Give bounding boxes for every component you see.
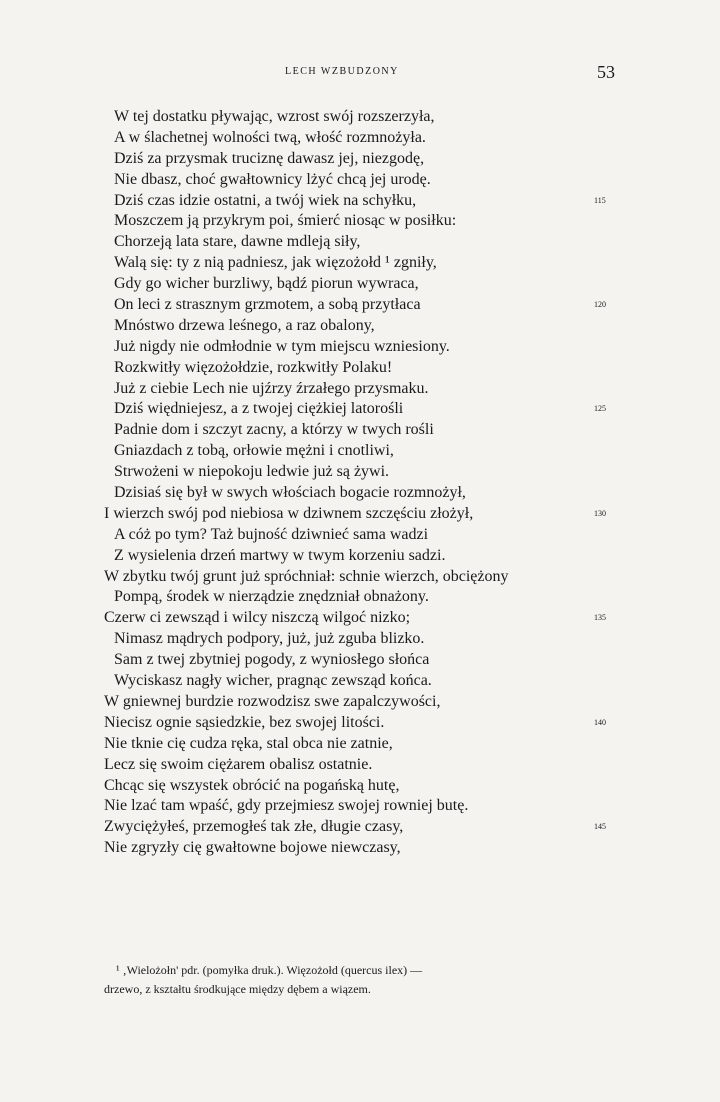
poem-line bbox=[104, 629, 574, 650]
poem-line bbox=[104, 149, 574, 170]
line-number: 130 bbox=[594, 508, 606, 518]
poem-line-text: Padnie dom i szczyt zacny, a którzy w twych rośli bbox=[114, 421, 434, 439]
line-number: 115 bbox=[594, 195, 606, 205]
poem-line bbox=[104, 671, 574, 692]
poem-line bbox=[104, 546, 574, 567]
poem-line bbox=[104, 316, 574, 337]
poem-line bbox=[104, 776, 574, 797]
poem-line bbox=[104, 755, 574, 776]
poem-line-text: W zbytku twój grunt już spróchniał: schnie wierzch, obciężony bbox=[104, 567, 509, 585]
poem-line bbox=[104, 504, 606, 525]
poem-line-text: Gniazdach z tobą, orłowie mężni i cnotliwi, bbox=[114, 442, 394, 460]
page-number: 53 bbox=[597, 62, 615, 82]
poem-line bbox=[104, 211, 574, 232]
poem-line bbox=[104, 483, 574, 504]
poem-line-text: Zwyciężyłeś, przemogłeś tak złe, długie czasy, bbox=[104, 818, 404, 836]
poem-line-text: Moszczem ją przykrym poi, śmierć niosąc w posiłku: bbox=[114, 212, 457, 230]
line-number: 125 bbox=[594, 404, 606, 414]
poem-line bbox=[104, 191, 606, 212]
poem-line bbox=[104, 650, 574, 671]
poem-line bbox=[104, 692, 574, 713]
poem-line bbox=[104, 587, 574, 608]
poem-line-text: Strwożeni w niepokoju ledwie już są żywi. bbox=[114, 463, 390, 481]
poem-line-text: Mnóstwo drzewa leśnego, a raz obalony, bbox=[114, 316, 375, 334]
poem-line bbox=[104, 399, 606, 420]
poem-line-text: Lecz się swoim ciężarem obalisz ostatnie. bbox=[104, 755, 373, 773]
poem-line bbox=[104, 379, 574, 400]
poem-line-text: Już z ciebie Lech nie ujźrzy źrzałego przysmaku. bbox=[114, 379, 429, 397]
poem-line-text: Czerw ci zewsząd i wilcy niszczą wilgoć nizko; bbox=[104, 609, 411, 627]
running-head: LECH WZBUDZONY bbox=[285, 66, 399, 77]
poem-line bbox=[104, 462, 574, 483]
poem-line-text: Sam z twej zbytniej pogody, z wyniosłego słońca bbox=[114, 651, 430, 669]
poem-line-text: I wierzch swój pod niebiosa w dziwnem szczęściu złożył, bbox=[104, 504, 474, 522]
poem-line-text: Chcąc się wszystek obrócić na pogańską hutę, bbox=[104, 776, 400, 794]
poem-line bbox=[104, 441, 574, 462]
poem-line-text: Nie lzać tam wpaść, gdy przejmiesz swojej rowniej butę. bbox=[104, 797, 469, 815]
poem-line-text: A w ślachetnej wolności twą, włość rozmnożyła. bbox=[114, 128, 426, 146]
poem-line-text: W tej dostatku pływając, wzrost swój rozszerzyła, bbox=[114, 108, 435, 125]
poem-line-text: On leci z strasznym grzmotem, a sobą przytłaca bbox=[114, 296, 421, 314]
poem-line-text: Z wysielenia drzeń martwy w twym korzeniu sadzi. bbox=[114, 546, 446, 564]
poem-line-text: Gdy go wicher burzliwy, bądź piorun wywraca, bbox=[114, 275, 419, 293]
poem-line-text: Nie dbasz, choć gwałtownicy lżyć chcą jej urodę. bbox=[114, 170, 431, 188]
poem-line bbox=[104, 337, 574, 358]
poem-line-text: Niecisz ognie sąsiedzkie, bez swojej litości. bbox=[104, 713, 385, 731]
poem-line bbox=[104, 608, 606, 629]
poem-line bbox=[104, 796, 574, 817]
poem-line bbox=[104, 838, 574, 859]
poem-line bbox=[104, 817, 606, 838]
line-number: 140 bbox=[594, 717, 606, 727]
poem-line bbox=[104, 107, 574, 128]
poem-line bbox=[104, 525, 574, 546]
poem-line-text: Dziś więdniejesz, a z twojej ciężkiej latorośli bbox=[114, 400, 404, 418]
poem-line bbox=[104, 232, 574, 253]
poem-line bbox=[104, 713, 606, 734]
poem-line bbox=[104, 170, 574, 191]
poem-line bbox=[104, 295, 606, 316]
poem-line bbox=[104, 358, 574, 379]
poem-line bbox=[104, 734, 574, 755]
poem-line-text: Nimasz mądrych podpory, już, już zguba blizko. bbox=[114, 630, 425, 648]
poem-line-text: Nie tknie cię cudza ręka, stal obca nie zatnie, bbox=[104, 734, 393, 752]
line-number: 145 bbox=[594, 822, 606, 832]
poem-line-text: Pompą, środek w nierządzie znędzniał obnażony. bbox=[114, 588, 429, 606]
poem-line-text: Już nigdy nie odmłodnie w tym miejscu wzniesiony. bbox=[114, 337, 450, 355]
footnote bbox=[104, 961, 624, 999]
poem-line bbox=[104, 128, 574, 149]
line-number: 135 bbox=[594, 613, 606, 623]
poem-line-text: Chorzeją lata stare, dawne mdleją siły, bbox=[114, 233, 361, 251]
poem-line-text: Dzisiaś się był w swych włościach bogacie rozmnożył, bbox=[114, 484, 466, 502]
poem-line-text: Dziś za przysmak truciznę dawasz jej, niezgodę, bbox=[114, 149, 425, 167]
footnote-line: ¹ ‚Wielożołn' pdr. (pomyłka druk.). Więzożołd (quercus ilex) — bbox=[116, 963, 423, 977]
poem-line bbox=[104, 567, 574, 588]
poem-line bbox=[104, 420, 574, 441]
poem-line-text: Wyciskasz nagły wicher, pragnąc zewsząd końca. bbox=[114, 672, 432, 690]
poem-line bbox=[104, 253, 574, 274]
poem-body bbox=[104, 107, 606, 859]
poem-line bbox=[104, 274, 574, 295]
poem-line-text: Walą się: ty z nią padniesz, jak więzożołd ¹ zgniły, bbox=[114, 254, 437, 272]
poem-line-text: Nie zgryzły cię gwałtowne bojowe niewczasy, bbox=[104, 839, 401, 857]
poem-line-text: Dziś czas idzie ostatni, a twój wiek na schyłku, bbox=[114, 191, 417, 209]
footnote-line: drzewo, z kształtu środkujące między dębem a wiązem. bbox=[104, 982, 371, 996]
poem-line-text: Rozkwitły więzożołdzie, rozkwitły Polaku! bbox=[114, 358, 393, 376]
poem-line-text: W gniewnej burdzie rozwodzisz swe zapalczywości, bbox=[104, 692, 441, 710]
line-number: 120 bbox=[594, 300, 606, 310]
poem-line-text: A cóż po tym? Taż bujność dziwnieć sama wadzi bbox=[114, 525, 429, 543]
